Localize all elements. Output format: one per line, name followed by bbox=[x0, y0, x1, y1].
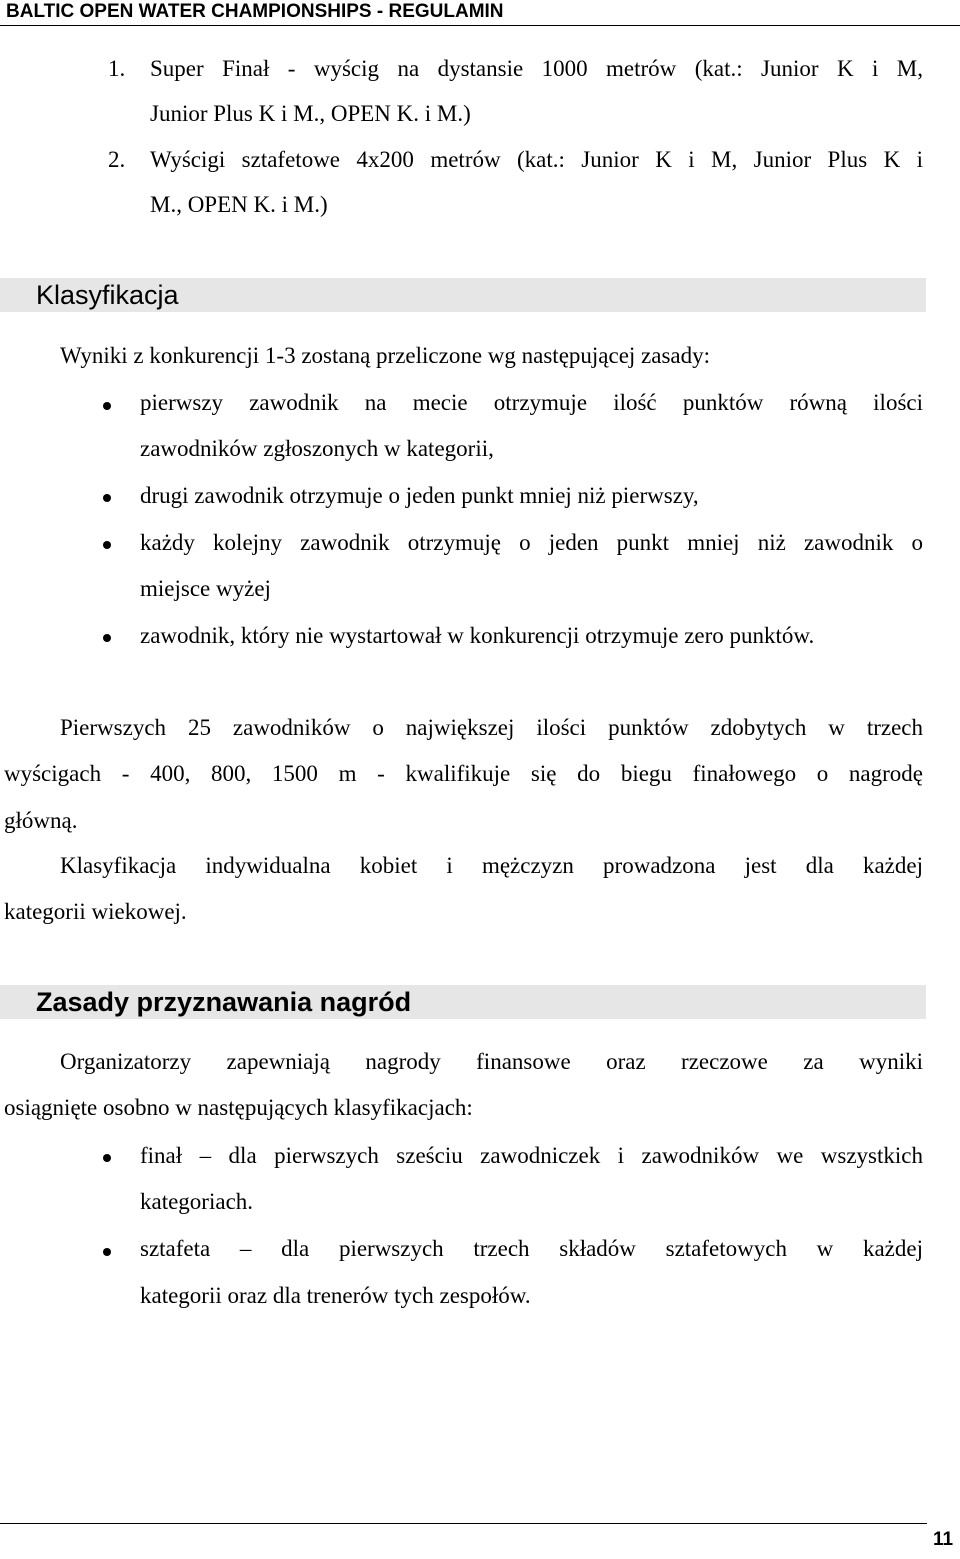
paragraph-line: Organizatorzy zapewniają nagrody finansowe oraz rzeczowe za wyniki bbox=[60, 1049, 923, 1074]
paragraph-line: kategorii wiekowej. bbox=[4, 899, 187, 924]
footer-rule bbox=[0, 1523, 927, 1524]
section-heading-classification: Klasyfikacja bbox=[36, 280, 179, 310]
paragraph-line: Pierwszych 25 zawodników o największej ilości punktów zdobytych w trzech bbox=[60, 715, 923, 740]
bullet-icon bbox=[103, 634, 111, 642]
race-line: Super Finał - wyścig na dystansie 1000 metrów (kat.: Junior K i M, bbox=[150, 56, 923, 81]
list-item: miejsce wyżej bbox=[140, 576, 271, 601]
classification-intro: Wyniki z konkurencji 1-3 zostaną przeliczone wg następującej zasady: bbox=[60, 343, 711, 368]
list-item: zawodników zgłoszonych w kategorii, bbox=[140, 436, 494, 461]
list-item: kategorii oraz dla trenerów tych zespołów. bbox=[140, 1283, 531, 1308]
paragraph-line: osiągnięte osobno w następujących klasyfikacjach: bbox=[4, 1095, 473, 1120]
race-line: M., OPEN K. i M.) bbox=[150, 192, 328, 217]
race-line: Wyścigi sztafetowe 4x200 metrów (kat.: Junior K i M, Junior Plus K i bbox=[150, 147, 923, 172]
running-header bbox=[0, 0, 960, 26]
list-item: drugi zawodnik otrzymuje o jeden punkt mniej niż pierwszy, bbox=[140, 483, 699, 508]
paragraph-line: wyścigach - 400, 800, 1500 m - kwalifikuje się do biegu finałowego o nagrodę bbox=[4, 761, 923, 786]
header-rule bbox=[0, 25, 960, 26]
bullet-icon bbox=[103, 1248, 111, 1256]
page-number: 11 bbox=[933, 1529, 954, 1550]
race-line: Junior Plus K i M., OPEN K. i M.) bbox=[150, 101, 471, 126]
bullet-icon bbox=[103, 1154, 111, 1162]
race-number: 2. bbox=[108, 147, 126, 172]
document-title: BALTIC OPEN WATER CHAMPIONSHIPS - REGULAMIN bbox=[6, 1, 504, 22]
section-heading-prizes: Zasady przyznawania nagród bbox=[36, 987, 412, 1017]
paragraph-line: Klasyfikacja indywidualna kobiet i mężczyzn prowadzona jest dla każdej bbox=[60, 853, 923, 878]
list-item: zawodnik, który nie wystartował w konkurencji otrzymuje zero punktów. bbox=[140, 623, 815, 648]
list-item: każdy kolejny zawodnik otrzymuję o jeden punkt mniej niż zawodnik o bbox=[140, 530, 923, 555]
list-item: pierwszy zawodnik na mecie otrzymuje ilość punktów równą ilości bbox=[140, 390, 923, 415]
bullet-icon bbox=[103, 402, 111, 410]
bullet-icon bbox=[103, 494, 111, 502]
race-number: 1. bbox=[108, 56, 126, 81]
paragraph-line: główną. bbox=[4, 808, 78, 833]
bullet-icon bbox=[103, 541, 111, 549]
list-item: kategoriach. bbox=[140, 1189, 254, 1214]
list-item: sztafeta – dla pierwszych trzech składów sztafetowych w każdej bbox=[140, 1236, 923, 1261]
list-item: finał – dla pierwszych sześciu zawodniczek i zawodników we wszystkich bbox=[140, 1143, 923, 1168]
